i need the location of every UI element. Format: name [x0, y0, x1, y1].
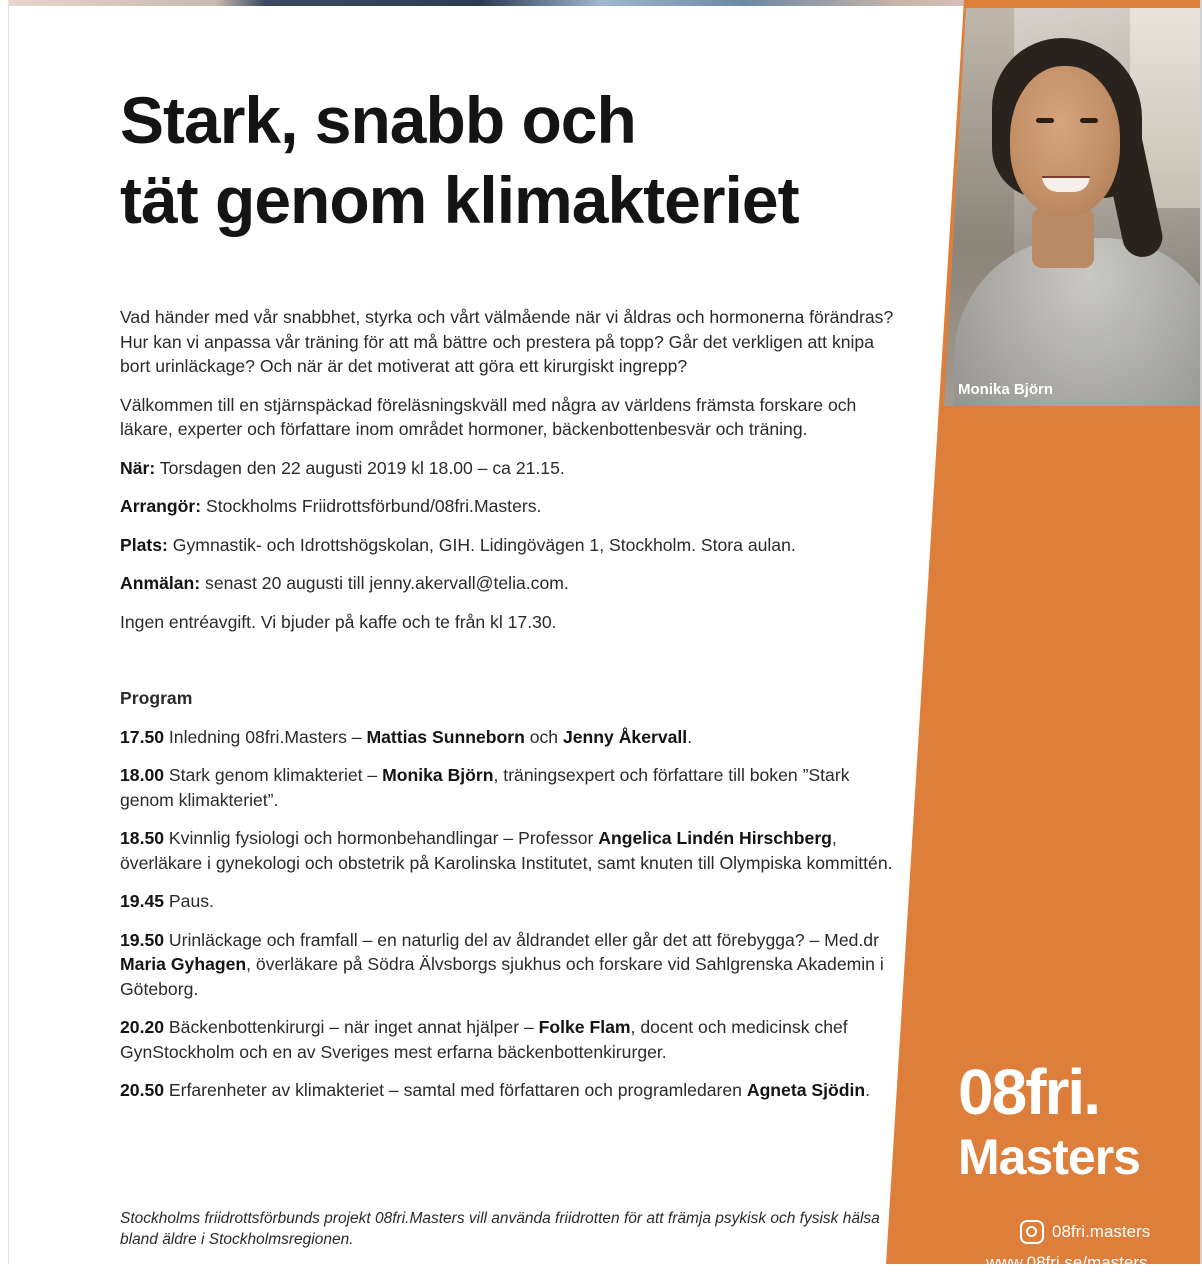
- info-place: [120, 533, 900, 558]
- website-link[interactable]: www.08fri.se/masters: [986, 1253, 1148, 1272]
- title-line-1: Stark, snabb och: [120, 83, 636, 157]
- program-item: 19.45 Paus.: [120, 891, 214, 911]
- intro-paragraph-1: Vad händer med vår snabbhet, styrka och vårt välmående när vi åldras och hormonerna förändras? Hur kan vi anpassa vår träning för att må bättre och prestera på topp? Går det verkligen att knipa bort urinläckage? Och när är det motiverat att göra ett kirurgiskt ingrepp?: [120, 307, 894, 376]
- info-place-value: Gymnastik- och Idrottshögskolan, GIH. Lidingövägen 1, Stockholm. Stora aulan.: [167, 534, 796, 555]
- info-organizer: [120, 494, 900, 519]
- info-when: [120, 456, 900, 481]
- program-item: 18.00 Stark genom klimakteriet – Monika Björn, träningsexpert och författare till boken ”Stark genom klimakteriet”.: [120, 765, 850, 810]
- info-when-label: När:: [120, 457, 156, 478]
- brand-logo: [958, 1056, 1140, 1185]
- page-edge: [0, 0, 9, 1264]
- photo-caption: Monika Björn: [958, 381, 1054, 398]
- program-item: 20.20 Bäckenbottenkirurgi – när inget annat hjälper – Folke Flam, docent och medicinsk chef GynStockholm och en av Sveriges mest erfarna bäckenbottenkirurger.: [120, 1017, 848, 1062]
- instagram-label: 08fri.masters: [1052, 1222, 1151, 1241]
- info-registration-value: senast 20 augusti till jenny.akervall@telia.com.: [200, 573, 569, 593]
- intro-paragraph-2: Välkommen till en stjärnspäckad föreläsningskväll med några av världens främsta forskare och läkare, experter och författare inom området hormoner, bäckenbottenbesvär och träning.: [120, 394, 857, 439]
- footer-note: Stockholms friidrottsförbunds projekt 08fri.Masters vill använda friidrotten för att främja psykisk och fysisk hälsa bland äldre i Stockholmsregionen.: [120, 1210, 880, 1248]
- program-item: 18.50 Kvinnlig fysiologi och hormonbehandlingar – Professor Angelica Lindén Hirschberg, överläkare i gynekologi och obstetrik på Karolinska Institutet, samt knuten till Olympiska kommittén.: [120, 828, 893, 873]
- instagram-handle[interactable]: [1020, 1220, 1150, 1244]
- title-line-2: tät genom klimakteriet: [120, 163, 799, 237]
- info-entry: Ingen entréavgift. Vi bjuder på kaffe och te från kl 17.30.: [120, 611, 557, 632]
- program-item: 20.50 Erfarenheter av klimakteriet – samtal med författaren och programledaren Agneta Sjödin.: [120, 1080, 871, 1100]
- program-item: 17.50 Inledning 08fri.Masters – Mattias Sunneborn och Jenny Åkervall.: [120, 726, 693, 747]
- main-content: [120, 305, 900, 1117]
- instagram-icon: [1020, 1220, 1044, 1244]
- page-title: [120, 80, 920, 240]
- program-heading: Program: [120, 688, 193, 708]
- info-organizer-label: Arrangör:: [120, 496, 202, 516]
- logo-line-1: 08fri.: [958, 1056, 1099, 1128]
- info-when-value: Torsdagen den 22 augusti 2019 kl 18.00 – ca 21.15.: [155, 457, 565, 478]
- logo-line-2: Masters: [958, 1129, 1140, 1185]
- info-registration-label: Anmälan:: [120, 573, 201, 593]
- info-registration: [120, 571, 900, 596]
- info-place-label: Plats:: [120, 534, 168, 555]
- portrait-photo: [944, 8, 1200, 406]
- program-item: 19.50 Urinläckage och framfall – en naturlig del av åldrandet eller går det att förebygga? – Med.dr Maria Gyhagen, överläkare på Södra Älvsborgs sjukhus och forskare vid Sahlgrenska Akademin i Göteborg.: [120, 929, 884, 999]
- info-organizer-value: Stockholms Friidrottsförbund/08fri.Masters.: [201, 496, 542, 516]
